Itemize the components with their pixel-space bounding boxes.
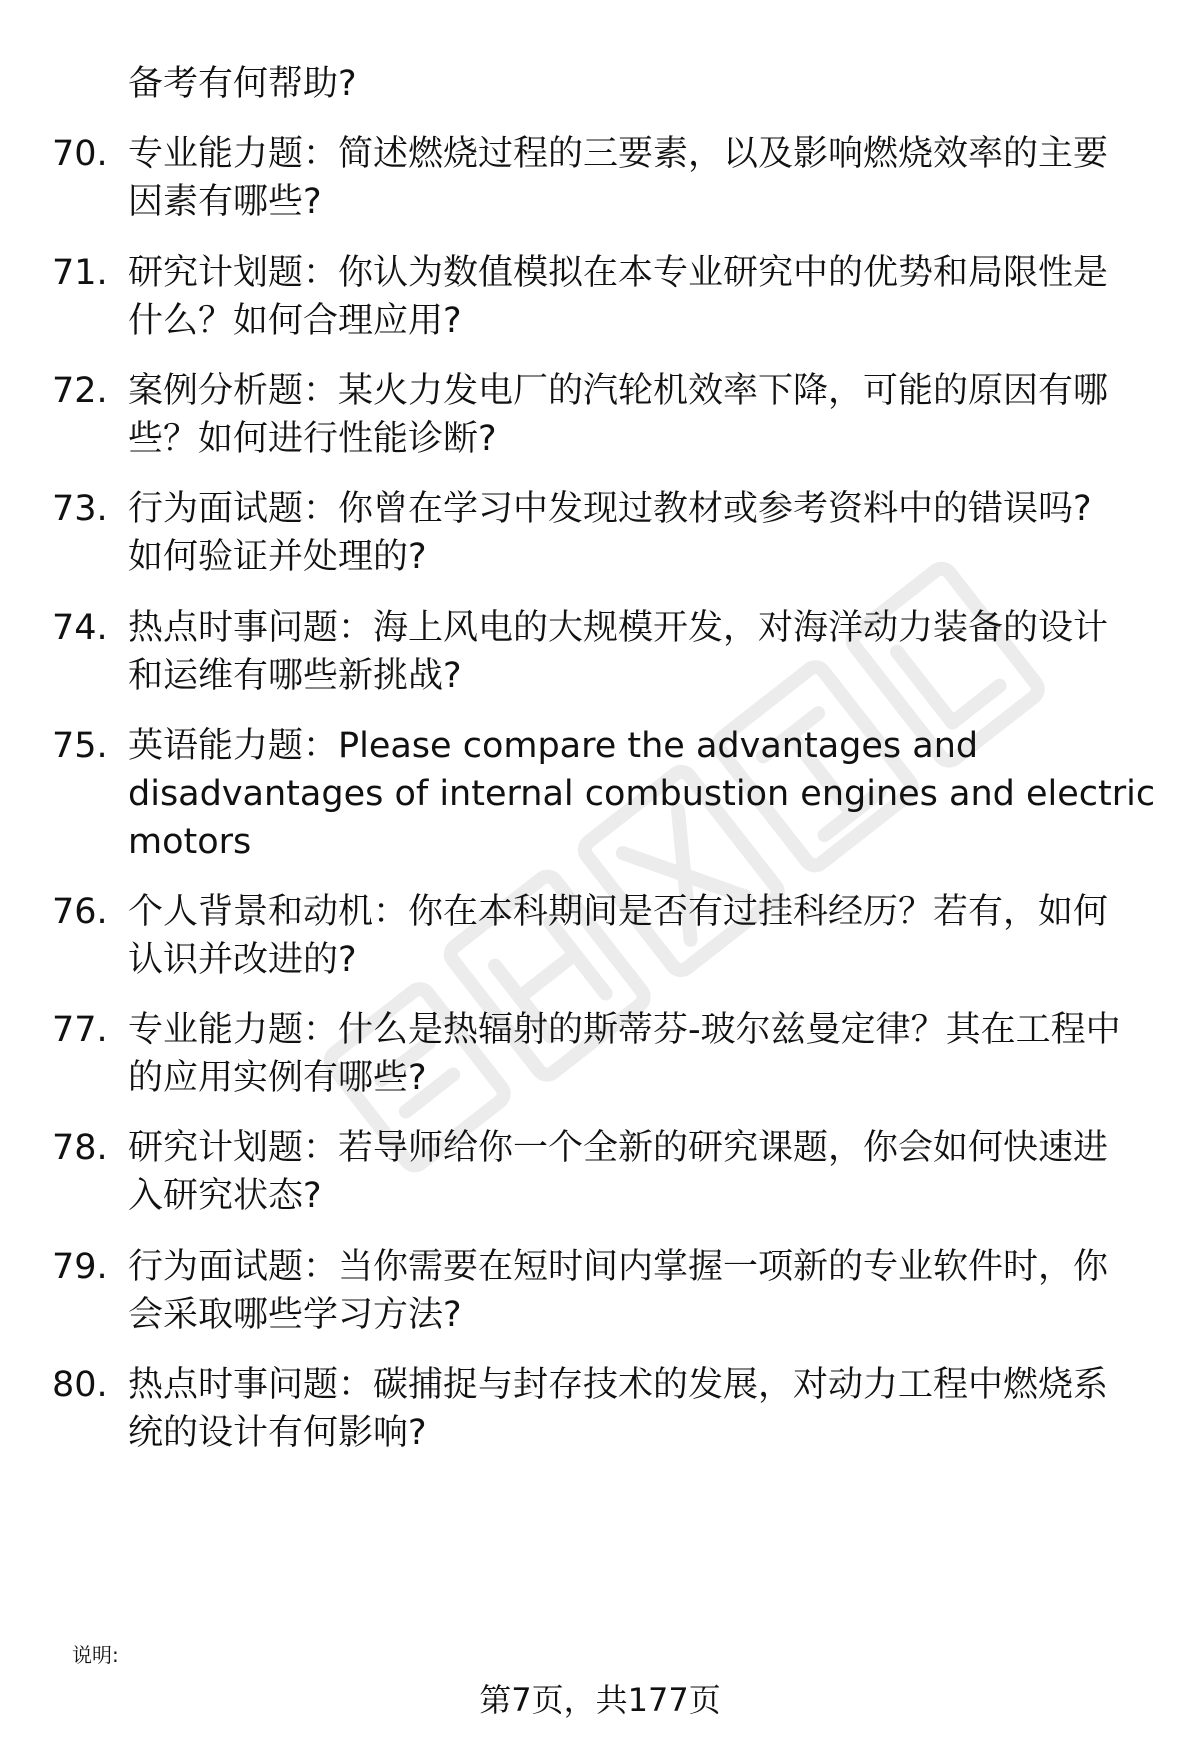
question-number: 77. <box>52 1010 108 1050</box>
question-line: 会采取哪些学习方法? <box>128 1295 462 1335</box>
question-number: 71. <box>52 253 108 293</box>
question-number: 79. <box>52 1247 108 1287</box>
question-line: 的应用实例有哪些? <box>128 1058 427 1098</box>
question-line: 专业能力题：简述燃烧过程的三要素，以及影响燃烧效率的主要 <box>128 134 1109 174</box>
question-line: 热点时事问题：海上风电的大规模开发，对海洋动力装备的设计 <box>128 608 1109 648</box>
question-text <box>128 249 1148 345</box>
note-label: 说明: <box>72 1643 119 1667</box>
question-number: 72. <box>52 371 108 411</box>
question-line: 英语能力题：Please compare the advantages and <box>128 726 979 766</box>
question-number: 74. <box>52 608 108 648</box>
question-line: 研究计划题：若导师给你一个全新的研究课题，你会如何快速进 <box>128 1128 1109 1168</box>
question-line: 什么？如何合理应用? <box>128 301 462 341</box>
question-line: 些？如何进行性能诊断? <box>128 419 497 459</box>
question-line: 行为面试题：当你需要在短时间内掌握一项新的专业软件时，你 <box>128 1247 1109 1287</box>
question-line: 热点时事问题：碳捕捉与封存技术的发展，对动力工程中燃烧系 <box>128 1365 1109 1405</box>
question-number: 70. <box>52 134 108 174</box>
question-text <box>128 888 1148 984</box>
question-line: 专业能力题：什么是热辐射的斯蒂芬-玻尔兹曼定律？其在工程中 <box>128 1010 1121 1050</box>
question-line: 行为面试题：你曾在学习中发现过教材或参考资料中的错误吗? <box>128 489 1092 529</box>
question-number: 75. <box>52 726 108 766</box>
question-line: 个人背景和动机：你在本科期间是否有过挂科经历？若有，如何 <box>128 892 1109 932</box>
question-line: 认识并改进的? <box>128 940 357 980</box>
question-line: 入研究状态? <box>128 1176 322 1216</box>
question-line: 如何验证并处理的? <box>128 537 427 577</box>
question-line: 因素有哪些? <box>128 182 322 222</box>
question-text <box>128 485 1148 581</box>
question-line: 和运维有哪些新挑战? <box>128 656 462 696</box>
question-line: 研究计划题：你认为数值模拟在本专业研究中的优势和局限性是 <box>128 253 1109 293</box>
question-text <box>128 604 1148 700</box>
question-text <box>128 367 1148 463</box>
question-text <box>128 1124 1148 1220</box>
question-text <box>128 1361 1148 1457</box>
question-text <box>128 130 1148 226</box>
continuation-text: 备考有何帮助? <box>128 64 357 104</box>
question-number: 80. <box>52 1365 108 1405</box>
question-line: 统的设计有何影响? <box>128 1413 427 1453</box>
question-number: 73. <box>52 489 108 529</box>
question-line: disadvantages of internal combustion engines and electric <box>128 774 1156 814</box>
question-line: motors <box>128 822 252 862</box>
question-number: 78. <box>52 1128 108 1168</box>
question-text <box>128 1243 1148 1339</box>
question-number: 76. <box>52 892 108 932</box>
page-number-footer: 第7页，共177页 <box>479 1681 721 1719</box>
question-text <box>128 722 1156 866</box>
question-line: 案例分析题：某火力发电厂的汽轮机效率下降，可能的原因有哪 <box>128 371 1109 411</box>
question-text <box>128 1006 1148 1102</box>
